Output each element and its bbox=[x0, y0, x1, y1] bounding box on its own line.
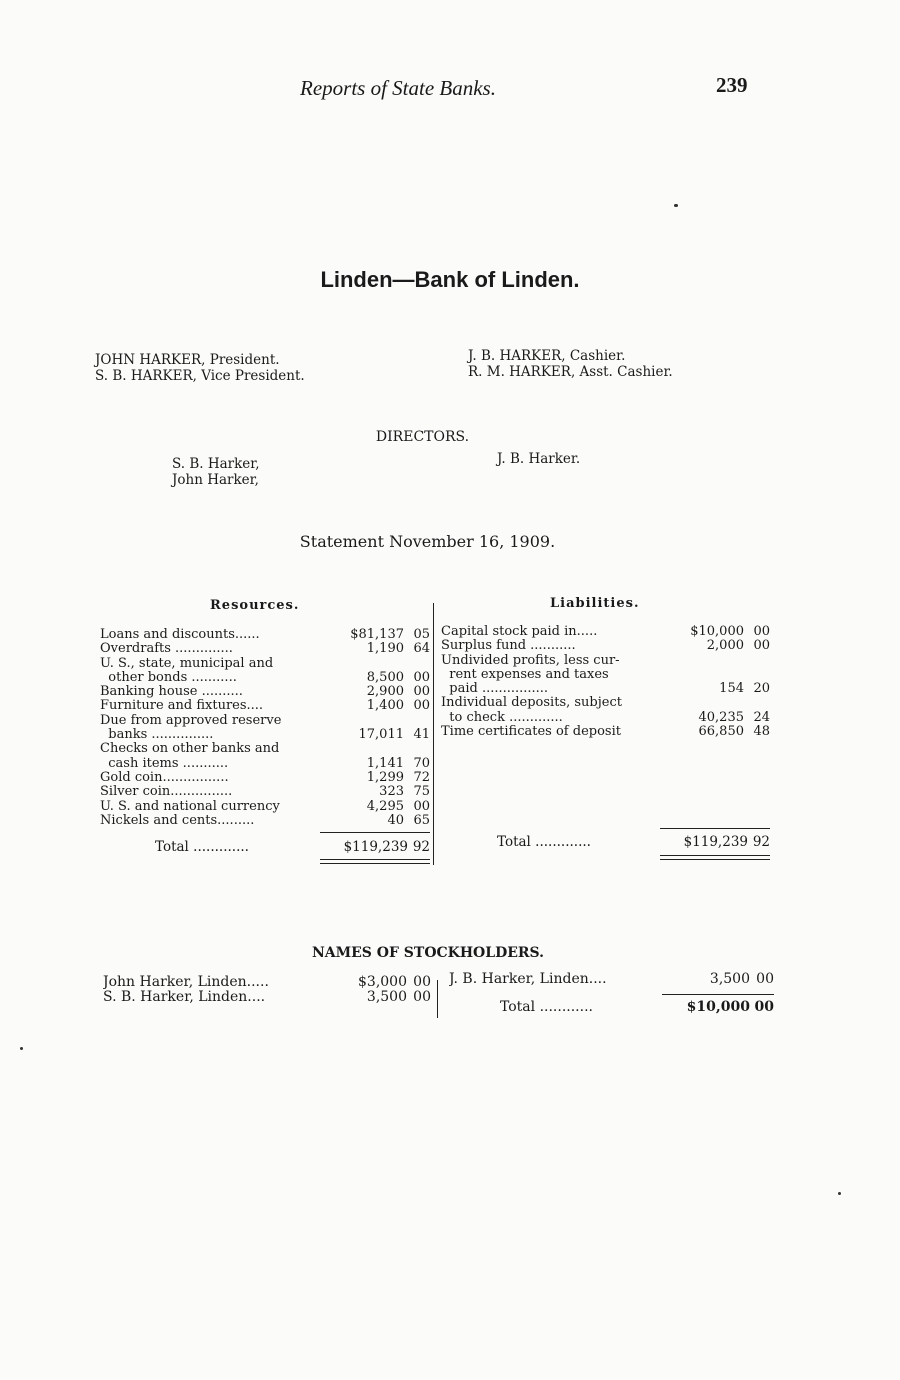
resources-ledger bbox=[100, 628, 430, 828]
liabilities-cents: 20 bbox=[753, 681, 770, 697]
resources-cents: 75 bbox=[413, 784, 430, 800]
resources-dollars: 2,900 bbox=[366, 684, 404, 700]
resources-cents: 00 bbox=[413, 669, 430, 685]
liabilities-dollars: 2,000 bbox=[706, 638, 744, 654]
resources-cents: 70 bbox=[413, 755, 430, 771]
liabilities-cents: 00 bbox=[753, 638, 770, 654]
stockholders-divider bbox=[437, 980, 438, 1018]
liabilities-dollars bbox=[659, 654, 744, 668]
resources-row bbox=[100, 671, 430, 685]
resources-row bbox=[100, 742, 430, 756]
print-speck bbox=[20, 1047, 23, 1050]
resources-dollars: 8,500 bbox=[366, 669, 404, 685]
liabilities-label: paid ................ bbox=[441, 682, 549, 697]
stockholders-total-row bbox=[500, 1000, 774, 1015]
resources-total-cents: 92 bbox=[412, 839, 430, 855]
resources-label: Nickels and cents......... bbox=[100, 813, 255, 828]
resources-row bbox=[100, 771, 430, 785]
liabilities-dollars: 154 bbox=[719, 681, 744, 697]
liabilities-row bbox=[441, 711, 770, 725]
resources-double-rule-2 bbox=[320, 863, 430, 864]
liabilities-heading: Liabilities. bbox=[550, 596, 640, 611]
stockholders-left bbox=[103, 975, 431, 1005]
liabilities-cents: 24 bbox=[753, 709, 770, 725]
stockholder-row bbox=[103, 990, 431, 1005]
stockholder-name: John Harker, Linden..... bbox=[103, 975, 269, 990]
stockholder-dollars: $3,000 bbox=[358, 974, 407, 990]
director-jb-harker: J. B. Harker. bbox=[497, 451, 581, 467]
directors-heading: DIRECTORS. bbox=[375, 429, 470, 445]
resources-label: Overdrafts .............. bbox=[100, 642, 233, 657]
resources-row bbox=[100, 814, 430, 828]
resources-cents: 05 bbox=[413, 627, 430, 642]
running-title: Reports of State Banks. bbox=[300, 76, 496, 100]
resources-row bbox=[100, 714, 430, 728]
resources-dollars: 1,141 bbox=[366, 755, 404, 771]
resources-dollars: 1,400 bbox=[366, 698, 404, 714]
column-divider bbox=[433, 603, 434, 865]
resources-dollars: 4,295 bbox=[366, 798, 404, 814]
liabilities-dollars bbox=[659, 668, 744, 682]
resources-row bbox=[100, 699, 430, 713]
resources-dollars: 1,190 bbox=[366, 641, 404, 657]
officer-vice-president: S. B. HARKER, Vice President. bbox=[95, 368, 305, 384]
resources-cents: 65 bbox=[413, 812, 430, 828]
resources-label: Checks on other banks and bbox=[100, 742, 280, 757]
resources-row bbox=[100, 642, 430, 656]
liabilities-row bbox=[441, 639, 770, 653]
liabilities-dollars bbox=[659, 696, 744, 710]
liabilities-cents: 48 bbox=[753, 724, 770, 740]
stockholders-total-dollars: $10,000 bbox=[686, 999, 750, 1015]
stockholder-dollars: 3,500 bbox=[366, 989, 407, 1005]
director-sb-harker: S. B. Harker, bbox=[172, 456, 260, 472]
liabilities-dollars: $10,000 bbox=[690, 624, 744, 639]
liabilities-label: Surplus fund ........... bbox=[441, 639, 576, 654]
stockholders-total-cents: 00 bbox=[754, 999, 774, 1015]
stockholder-cents: 00 bbox=[413, 974, 431, 990]
resources-cents: 41 bbox=[413, 727, 430, 743]
liabilities-label: Time certificates of deposit bbox=[441, 725, 621, 740]
resources-total-rule bbox=[320, 832, 430, 833]
resources-total-row bbox=[155, 840, 430, 854]
resources-dollars bbox=[324, 742, 404, 756]
resources-cents bbox=[404, 657, 430, 671]
resources-row bbox=[100, 757, 430, 771]
resources-label: Gold coin................ bbox=[100, 770, 229, 785]
resources-dollars: 323 bbox=[379, 784, 404, 800]
resources-cents: 64 bbox=[413, 641, 430, 657]
resources-label: banks ............... bbox=[100, 728, 214, 743]
liabilities-label: to check ............. bbox=[441, 710, 563, 725]
resources-label: Furniture and fixtures.... bbox=[100, 699, 264, 714]
liabilities-row bbox=[441, 625, 770, 639]
liabilities-label: Capital stock paid in..... bbox=[441, 625, 598, 639]
liabilities-total-cents: 92 bbox=[752, 834, 770, 850]
statement-title: Statement November 16, 1909. bbox=[299, 532, 556, 551]
stockholder-row bbox=[103, 975, 431, 990]
stockholders-total-rule bbox=[662, 994, 774, 995]
stockholders-right bbox=[449, 972, 774, 987]
resources-row bbox=[100, 785, 430, 799]
resources-label: U. S. and national currency bbox=[100, 799, 280, 814]
liabilities-label: rent expenses and taxes bbox=[441, 667, 609, 682]
resources-dollars bbox=[324, 657, 404, 671]
liabilities-ledger bbox=[441, 625, 770, 739]
liabilities-row bbox=[441, 696, 770, 710]
liabilities-dollars: 40,235 bbox=[698, 709, 744, 725]
liabilities-total-row bbox=[497, 835, 770, 849]
liabilities-double-rule-2 bbox=[660, 859, 770, 860]
stockholder-cents: 00 bbox=[413, 989, 431, 1005]
liabilities-cents bbox=[744, 696, 770, 710]
directors-right bbox=[497, 451, 580, 467]
resources-row bbox=[100, 685, 430, 699]
resources-heading: Resources. bbox=[210, 598, 300, 613]
bank-title: Linden—Bank of Linden. bbox=[320, 267, 580, 292]
resources-cents: 72 bbox=[413, 769, 430, 785]
stockholders-total-label: Total ............ bbox=[500, 1000, 593, 1015]
liabilities-label: Individual deposits, subject bbox=[441, 696, 622, 711]
resources-label: Due from approved reserve bbox=[100, 713, 282, 728]
resources-row bbox=[100, 728, 430, 742]
resources-dollars: 1,299 bbox=[366, 769, 404, 785]
liabilities-dollars: 66,850 bbox=[698, 724, 744, 740]
liabilities-row bbox=[441, 682, 770, 696]
director-john-harker: John Harker, bbox=[172, 472, 259, 488]
liabilities-cents bbox=[744, 668, 770, 682]
resources-label: other bonds ........... bbox=[100, 670, 237, 685]
liabilities-row bbox=[441, 725, 770, 739]
resources-label: Silver coin............... bbox=[100, 785, 233, 800]
stockholder-row bbox=[449, 972, 774, 987]
resources-label: U. S., state, municipal and bbox=[100, 656, 274, 671]
resources-cents: 00 bbox=[413, 684, 430, 700]
resources-cents bbox=[404, 714, 430, 728]
resources-label: Loans and discounts...... bbox=[100, 628, 260, 642]
resources-dollars: 40 bbox=[387, 812, 404, 828]
directors-left bbox=[172, 456, 260, 488]
resources-row bbox=[100, 800, 430, 814]
liabilities-cents bbox=[744, 654, 770, 668]
liabilities-total-rule bbox=[660, 828, 770, 829]
officer-asst-cashier: R. M. HARKER, Asst. Cashier. bbox=[468, 364, 673, 380]
resources-label: cash items ........... bbox=[100, 756, 229, 771]
resources-dollars: $81,137 bbox=[350, 627, 404, 642]
stockholder-cents: 00 bbox=[756, 971, 774, 987]
officers-right bbox=[468, 348, 673, 380]
liabilities-double-rule-1 bbox=[660, 855, 770, 856]
resources-row bbox=[100, 628, 430, 642]
resources-double-rule-1 bbox=[320, 859, 430, 860]
resources-label: Banking house .......... bbox=[100, 685, 243, 700]
resources-dollars bbox=[324, 714, 404, 728]
print-speck bbox=[838, 1192, 841, 1195]
stockholder-name: S. B. Harker, Linden.... bbox=[103, 990, 266, 1005]
resources-cents: 00 bbox=[413, 698, 430, 714]
liabilities-cents: 00 bbox=[753, 624, 770, 639]
resources-dollars: 17,011 bbox=[358, 727, 404, 743]
stockholder-dollars: 3,500 bbox=[709, 971, 750, 987]
liabilities-row bbox=[441, 668, 770, 682]
liabilities-total-dollars: $119,239 bbox=[683, 834, 748, 850]
liabilities-row bbox=[441, 654, 770, 668]
stockholders-heading: NAMES OF STOCKHOLDERS. bbox=[311, 945, 545, 961]
page-number: 239 bbox=[716, 73, 748, 97]
resources-total-dollars: $119,239 bbox=[343, 839, 408, 855]
officer-cashier: J. B. HARKER, Cashier. bbox=[468, 348, 626, 364]
resources-row bbox=[100, 657, 430, 671]
liabilities-total-label: Total ............. bbox=[497, 835, 591, 850]
officers-left bbox=[95, 352, 305, 384]
officer-president: JOHN HARKER, President. bbox=[95, 352, 280, 368]
resources-cents bbox=[404, 742, 430, 756]
resources-cents: 00 bbox=[413, 798, 430, 814]
stockholder-name: J. B. Harker, Linden.... bbox=[449, 972, 607, 987]
print-speck bbox=[674, 204, 678, 207]
liabilities-label: Undivided profits, less cur- bbox=[441, 653, 620, 668]
resources-total-label: Total ............. bbox=[155, 840, 249, 855]
